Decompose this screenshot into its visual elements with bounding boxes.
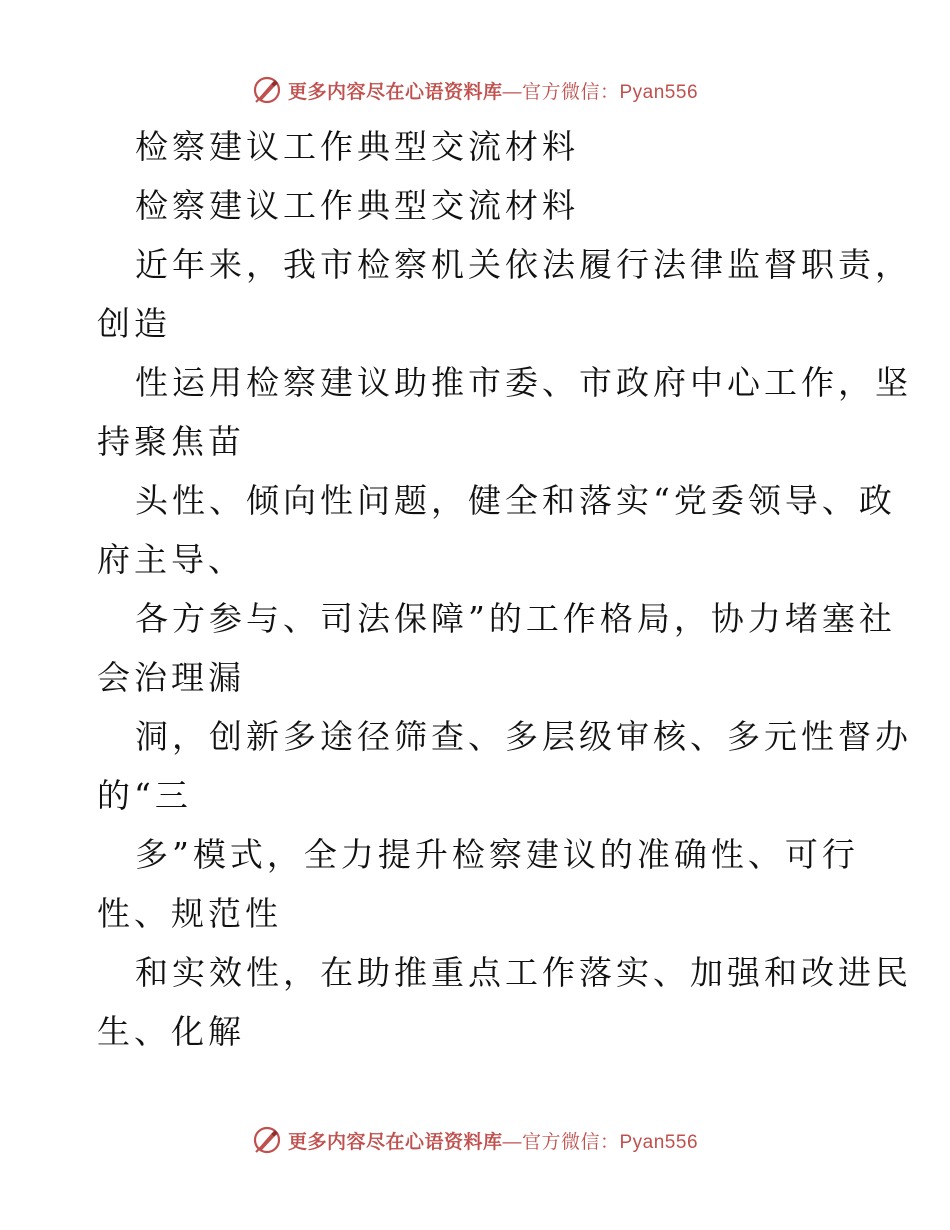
text-line: 的“三 <box>97 776 192 815</box>
footer-banner <box>0 1120 950 1160</box>
text-line: 持聚焦苗 <box>97 422 245 461</box>
document-title-repeat: 检察建议工作典型交流材料 <box>135 186 579 225</box>
banner-wechat-text: —官方微信：Pyan556 <box>502 81 699 103</box>
text-line: 性、规范性 <box>97 894 282 933</box>
banner-lead-text: 更多内容尽在心语资料库 <box>287 80 503 103</box>
header-banner <box>0 70 950 110</box>
text-line: 各方参与、司法保障”的工作格局，协力堵塞社 <box>135 599 896 638</box>
text-line: 头性、倾向性问题，健全和落实“党委领导、政 <box>135 481 896 520</box>
text-line: 生、化解 <box>97 1012 245 1051</box>
banner-lead-text: 更多内容尽在心语资料库 <box>287 1130 503 1153</box>
text-line: 性运用检察建议助推市委、市政府中心工作，坚 <box>135 363 912 402</box>
text-line: 洞，创新多途径筛查、多层级审核、多元性督办 <box>135 717 912 756</box>
text-line: 近年来，我市检察机关依法履行法律监督职责， <box>135 245 912 284</box>
banner-wechat-text: —官方微信：Pyan556 <box>502 1131 699 1153</box>
pen-logo-icon <box>252 75 282 105</box>
text-line: 会治理漏 <box>97 658 245 697</box>
document-title: 检察建议工作典型交流材料 <box>135 127 579 166</box>
text-line: 创造 <box>97 304 171 343</box>
text-line: 府主导、 <box>97 540 245 579</box>
pen-logo-icon <box>252 1125 282 1155</box>
text-line: 和实效性，在助推重点工作落实、加强和改进民 <box>135 953 912 992</box>
text-line: 多”模式，全力提升检察建议的准确性、可行 <box>135 835 859 874</box>
